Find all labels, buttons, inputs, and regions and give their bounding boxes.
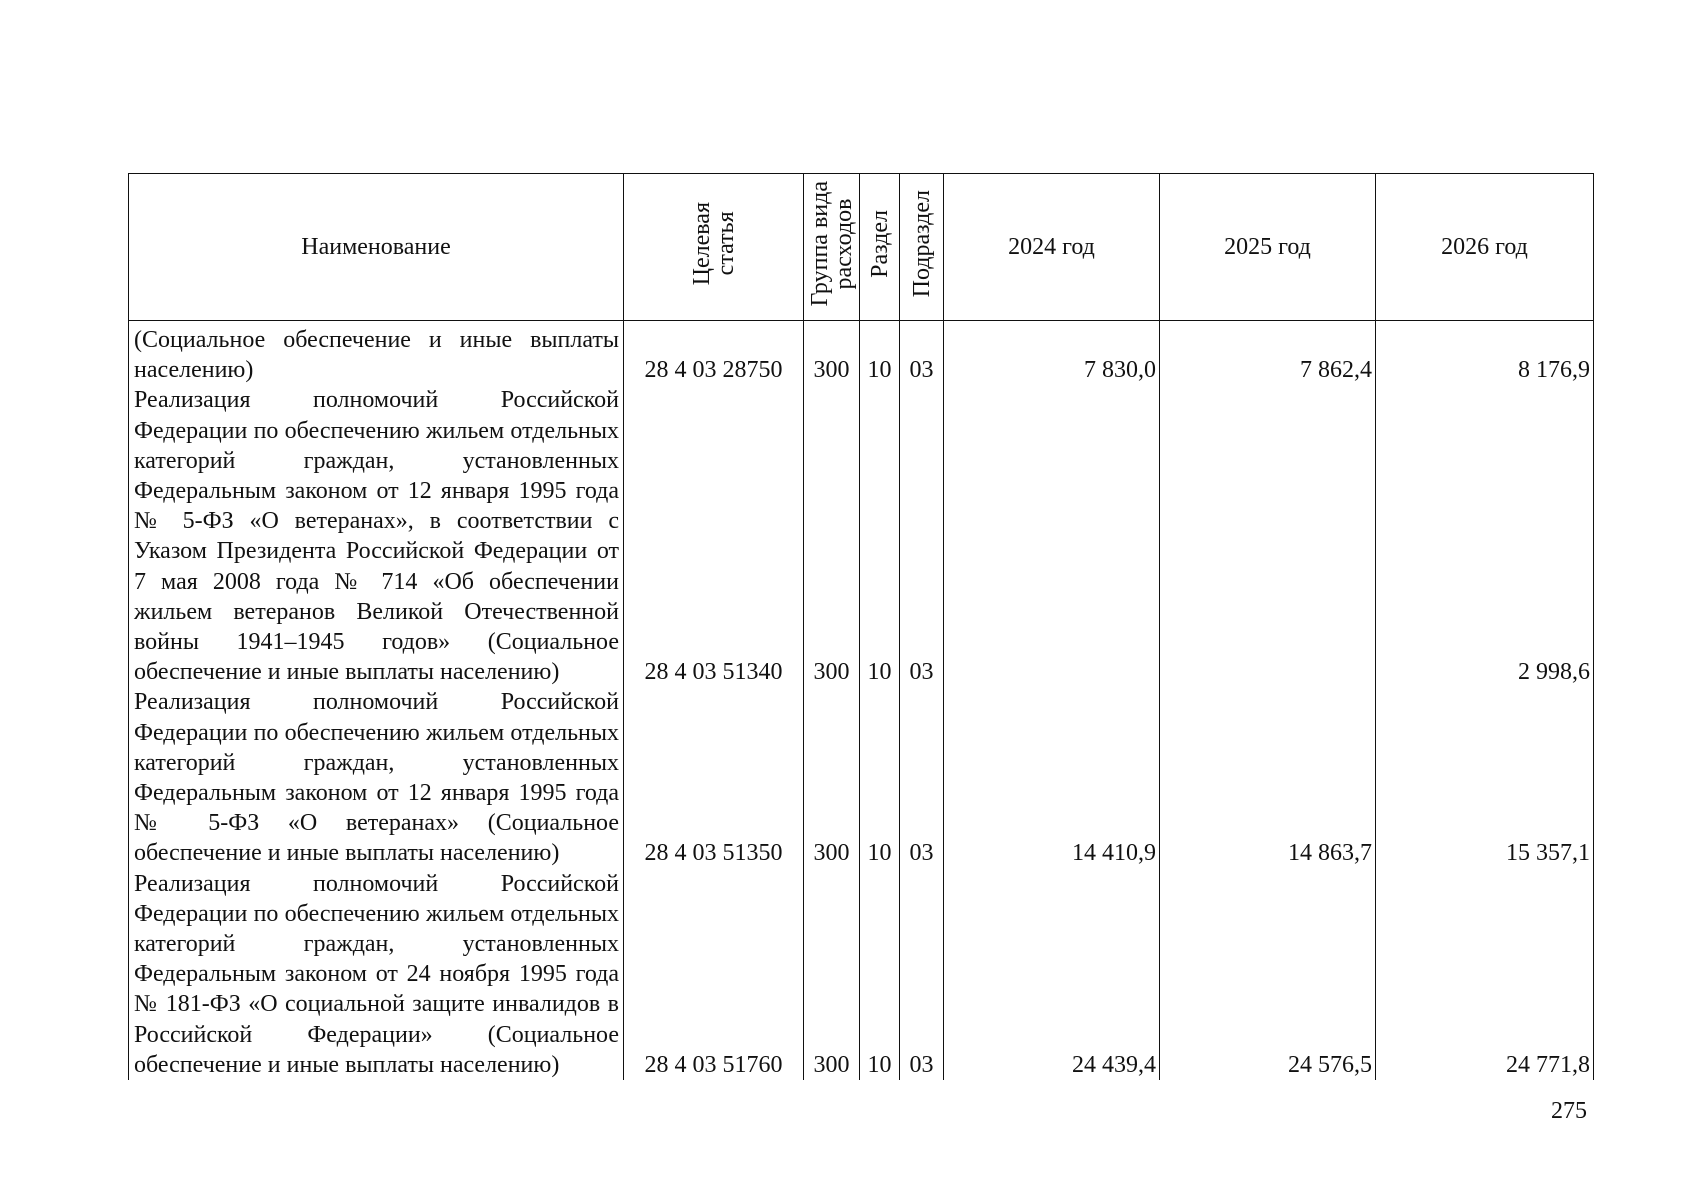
header-year-2024: 2024 год: [944, 174, 1160, 321]
row-target-article: 28 4 03 51340: [624, 385, 804, 687]
row-name: (Социальное обеспечение и иные выплаты населению): [129, 321, 624, 386]
row-expense-group: 300: [804, 869, 860, 1080]
row-value-2025: 24 576,5: [1160, 869, 1376, 1080]
header-section: Раздел: [860, 174, 900, 321]
row-name: Реализация полномочий Российской Федерации по обеспечению жильем отдельных категорий граждан, установленных Федеральным законом от 12 января 1995 года № 5-ФЗ «О ветеранах», в соответствии с Указом Президента Российской Федерации от 7 мая 2008 года № 714 «Об обеспечении жильем ветеранов Великой Отечественной войны 1941–1945 годов» (Социальное обеспечение и иные выплаты населению): [129, 385, 624, 687]
table-row: [129, 869, 1594, 1080]
row-section: 10: [860, 385, 900, 687]
row-value-2025: 14 863,7: [1160, 687, 1376, 868]
header-name: Наименование: [129, 174, 624, 321]
row-expense-group: 300: [804, 321, 860, 386]
page-number: 275: [1551, 1098, 1587, 1124]
row-target-article: 28 4 03 51350: [624, 687, 804, 868]
row-value-2024: 14 410,9: [944, 687, 1160, 868]
row-target-article: 28 4 03 51760: [624, 869, 804, 1080]
row-name: Реализация полномочий Российской Федерации по обеспечению жильем отдельных категорий граждан, установленных Федеральным законом от 24 ноября 1995 года № 181-ФЗ «О социальной защите инвалидов в Российской Федерации» (Социальное обеспечение и иные выплаты населению): [129, 869, 624, 1080]
row-subsection: 03: [900, 869, 944, 1080]
header-subsection: Подраздел: [900, 174, 944, 321]
header-row: [129, 174, 1594, 321]
row-value-2026: 15 357,1: [1376, 687, 1594, 868]
row-section: 10: [860, 687, 900, 868]
row-value-2025: [1160, 385, 1376, 687]
header-year-2025: 2025 год: [1160, 174, 1376, 321]
budget-table: [128, 173, 1594, 1080]
header-expense-group: Группа вида расходов: [804, 174, 860, 321]
row-value-2026: 24 771,8: [1376, 869, 1594, 1080]
row-value-2026: 8 176,9: [1376, 321, 1594, 386]
row-value-2024: 24 439,4: [944, 869, 1160, 1080]
row-subsection: 03: [900, 321, 944, 386]
row-subsection: 03: [900, 687, 944, 868]
row-name: Реализация полномочий Российской Федерации по обеспечению жильем отдельных категорий граждан, установленных Федеральным законом от 12 января 1995 года № 5-ФЗ «О ветеранах» (Социальное обеспечение и иные выплаты населению): [129, 687, 624, 868]
row-target-article: 28 4 03 28750: [624, 321, 804, 386]
table-row: [129, 321, 1594, 386]
row-value-2026: 2 998,6: [1376, 385, 1594, 687]
table-row: [129, 385, 1594, 687]
row-expense-group: 300: [804, 385, 860, 687]
row-value-2024: [944, 385, 1160, 687]
row-subsection: 03: [900, 385, 944, 687]
header-year-2026: 2026 год: [1376, 174, 1594, 321]
row-section: 10: [860, 321, 900, 386]
header-target-article: Целевая статья: [624, 174, 804, 321]
row-section: 10: [860, 869, 900, 1080]
row-expense-group: 300: [804, 687, 860, 868]
table-row: [129, 687, 1594, 868]
row-value-2024: 7 830,0: [944, 321, 1160, 386]
row-value-2025: 7 862,4: [1160, 321, 1376, 386]
